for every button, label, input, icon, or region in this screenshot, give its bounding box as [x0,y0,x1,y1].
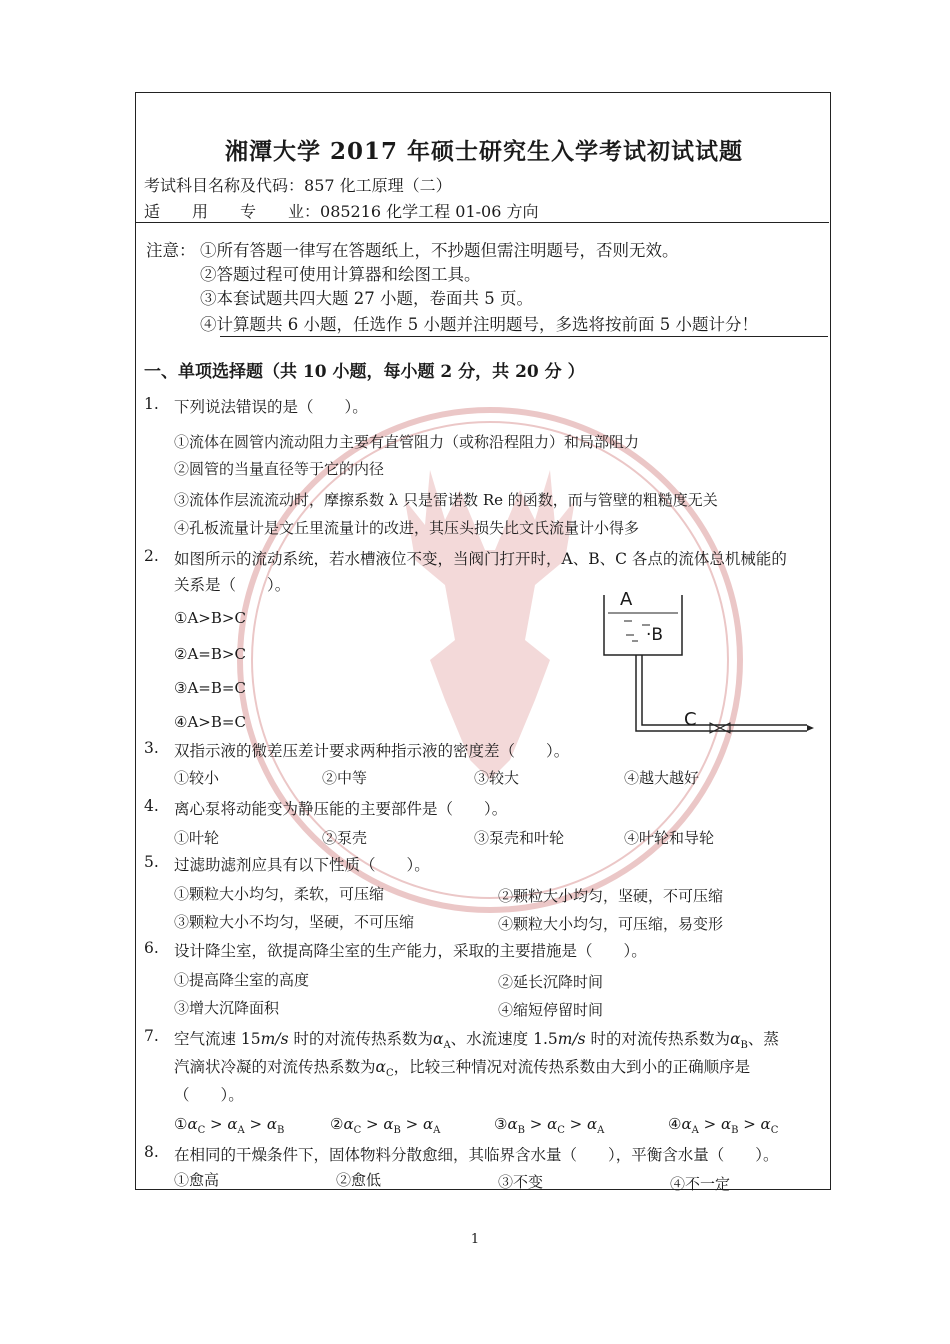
text: > [564,1115,587,1133]
subscript: C [385,1068,394,1080]
question-stem: 关系是（ ）。 [174,576,291,594]
subscript: C [557,1125,565,1136]
option: ①叶轮 [174,829,220,847]
alpha-symbol: α [730,1030,741,1048]
subscript: C [353,1125,362,1136]
text: ④ [668,1115,682,1133]
page-number: 1 [470,1232,480,1247]
notice-lead: 注意： [146,241,196,260]
text: > [205,1115,228,1133]
notice-item: ④计算题共 6 小题，任选作 5 小题并注明题号，多选将按前面 5 小题计分！ [200,315,758,334]
option: ④缩短停留时间 [498,1001,604,1019]
exam-frame [135,92,831,1193]
option: ④不一定 [670,1175,731,1193]
option: ③泵壳和叶轮 [474,829,565,847]
option: ②愈低 [336,1171,382,1189]
text: ③ [494,1115,508,1133]
text: 、水流速度 1.5 [450,1030,558,1048]
subject-label: 考试科目名称及代码： [144,176,305,195]
option: ①A>B>C [174,609,246,627]
major-value: 085216 化学工程 01-06 方向 [320,202,539,221]
subject-value: 857 化工原理（二） [304,176,452,195]
alpha-symbol: α [343,1115,354,1133]
alpha-symbol: α [227,1115,238,1133]
option [668,1115,778,1136]
option: ②A=B>C [174,645,246,663]
option: ①流体在圆管内流动阻力主要有直管阻力（或称沿程阻力）和局部阻力 [174,433,640,451]
alpha-symbol: α [720,1115,732,1133]
subscript: C [770,1125,779,1136]
question-number: 4. [144,797,159,815]
text: > [244,1115,267,1133]
unit: m/s [557,1030,586,1048]
question-stem: 在相同的干燥条件下，固体物料分散愈细，其临界含水量（ ），平衡含水量（ ）。 [174,1146,779,1164]
notice-item: ③本套试题共四大题 27 小题，卷面共 5 页。 [200,289,533,308]
text: 汽滴状冷凝的对流传热系数为 [174,1058,376,1076]
option [494,1115,604,1136]
text: ① [174,1115,188,1133]
notice-item: ②答题过程可使用计算器和绘图工具。 [200,265,481,284]
text: > [361,1115,384,1133]
option: ②圆管的当量直径等于它的内径 [174,460,385,478]
text: > [698,1115,721,1133]
text: > [738,1115,761,1133]
option: ②泵壳 [322,829,368,847]
option: ④孔板流量计是文丘里流量计的改进，其压头损失比文氏流量计小得多 [174,519,640,537]
alpha-symbol: α [507,1115,518,1133]
option [174,1115,284,1136]
notice-item: ①所有答题一律写在答题纸上，不抄题但需注明题号，否则无效。 [200,241,679,260]
question-stem: 设计降尘室，欲提高降尘室的生产能力，采取的主要措施是（ ）。 [174,942,647,960]
question-stem: （ ）。 [174,1086,244,1104]
question-stem: 如图所示的流动系统，若水槽液位不变，当阀门打开时，A、B、C 各点的流体总机械能的 [174,550,787,568]
subscript: B [740,1040,748,1052]
option: ③较大 [474,769,520,787]
text: > [524,1115,548,1133]
question-stem [174,1027,779,1051]
option: ①愈高 [174,1171,220,1189]
question-number: 1. [144,395,159,413]
option: ④颗粒大小均匀，可压缩，易变形 [498,915,724,933]
subscript: C [197,1125,206,1136]
point-label-b: ·B [646,625,664,645]
point-label-c: C [684,709,697,730]
major-label: 适 用 专 业： [144,202,321,221]
question-stem: 下列说法错误的是（ ）。 [174,398,368,416]
alpha-symbol: α [681,1115,692,1133]
option: ②延长沉降时间 [498,973,604,991]
notice-underline [220,336,828,337]
subscript: A [691,1125,699,1136]
option: ③流体作层流流动时，摩擦系数 λ 只是雷诺数 Re 的函数，而与管壁的粗糙度无关 [174,491,718,509]
alpha-symbol: α [547,1115,558,1133]
question-stem [174,1055,750,1079]
text: > [400,1115,423,1133]
question-number: 6. [144,939,159,957]
question-stem: 过滤助滤剂应具有以下性质（ ）。 [174,856,430,874]
alpha-symbol: α [760,1115,771,1133]
subscript: A [237,1125,245,1136]
subscript: B [517,1125,525,1136]
point-label-a: A [620,589,633,610]
option: ②中等 [322,769,368,787]
question-stem: 双指示液的微差压差计要求两种指示液的密度差（ ）。 [174,742,570,760]
option: ①较小 [174,769,220,787]
alpha-symbol: α [266,1115,277,1133]
text: 空气流速 15 [174,1030,261,1048]
flow-system-diagram [602,585,817,747]
option: ③不变 [498,1173,544,1191]
option [330,1115,440,1136]
section-heading: 一、单项选择题（共 10 小题，每小题 2 分，共 20 分 ） [144,362,585,382]
text: ② [330,1115,344,1133]
subscript: A [597,1125,605,1136]
subscript: B [276,1125,285,1136]
alpha-symbol: α [187,1115,198,1133]
text: ，比较三种情况对流传热系数由大到小的正确顺序是 [393,1058,751,1076]
option: ③A=B=C [174,679,246,697]
subscript: B [393,1125,401,1136]
question-number: 8. [144,1143,159,1161]
major-line [144,199,538,222]
option: ③颗粒大小不均匀，坚硬，不可压缩 [174,913,415,931]
alpha-symbol: α [422,1115,434,1133]
alpha-symbol: α [586,1115,598,1133]
question-number: 5. [144,853,159,871]
subscript: A [433,1125,441,1136]
option: ①提高降尘室的高度 [174,971,310,989]
option: ④叶轮和导轮 [624,829,715,847]
text: 时的对流传热系数为 [585,1030,731,1048]
option: ②颗粒大小均匀，坚硬，不可压缩 [498,887,724,905]
option: ④越大越好 [624,769,700,787]
question-number: 3. [144,739,159,757]
option: ③增大沉降面积 [174,999,280,1017]
subject-line [144,173,452,196]
subscript: A [443,1040,451,1052]
divider [136,222,829,223]
alpha-symbol: α [375,1058,386,1076]
subscript: B [731,1125,739,1136]
question-number: 2. [144,547,159,565]
alpha-symbol: α [432,1030,444,1048]
option: ①颗粒大小均匀，柔软，可压缩 [174,885,385,903]
question-number: 7. [144,1027,159,1045]
text: 、蒸 [747,1030,779,1048]
unit: m/s [260,1030,289,1048]
page-title: 湘潭大学 2017 年硕士研究生入学考试初试试题 [224,138,744,165]
option: ④A>B=C [174,713,246,731]
alpha-symbol: α [383,1115,394,1133]
text: 时的对流传热系数为 [288,1030,433,1048]
question-stem: 离心泵将动能变为静压能的主要部件是（ ）。 [174,800,508,818]
